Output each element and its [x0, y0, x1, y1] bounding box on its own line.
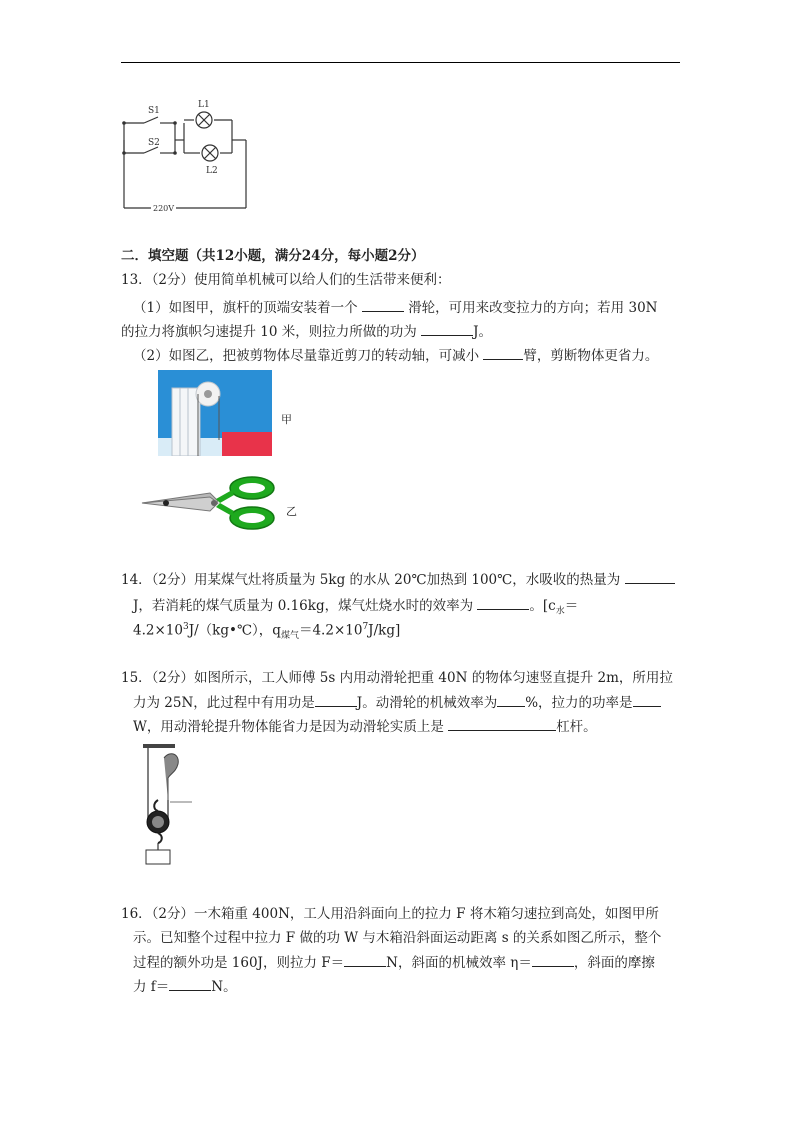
- switch-s2-label: S2: [148, 138, 160, 148]
- q16-line2: 示。已知整个过程中拉力 F 做的功 W 与木箱沿斜面运动距离 s 的关系如图乙所示，整个: [133, 930, 662, 946]
- switch-s1-label: S1: [148, 106, 160, 116]
- lamp-l1-label: L1: [198, 100, 210, 110]
- movable-pulley-image: [140, 740, 200, 870]
- q16-blank-3[interactable]: [169, 976, 211, 991]
- q14-line1: 14．（2分）用某煤气灶将质量为 5kg 的水从 20℃加热到 100℃，水吸收的热量为: [121, 569, 675, 590]
- q13-part2: （2）如图乙，把被剪物体尽量靠近剪刀的转动轴，可减小 臂，剪断物体更省力。: [133, 345, 658, 366]
- circuit-diagram: [118, 95, 253, 215]
- q15-blank-2[interactable]: [497, 692, 525, 707]
- q15-line3: W，用动滑轮提升物体能省力是因为动滑轮实质上是 杠杆。: [133, 716, 597, 737]
- q14-line2: J，若消耗的煤气质量为 0.16kg，煤气灶烧水时的效率为 。[$c_水=$: [133, 595, 578, 622]
- flagpole-pulley-image: [158, 370, 272, 456]
- q16-line3: 过程的额外功是 160J，则拉力 F＝ N，斜面的机械效率 η＝ ，斜面的摩擦: [133, 952, 655, 973]
- section-title: 二．填空题（共12小题，满分24分，每小题2分）: [121, 248, 425, 264]
- q13-blank-3[interactable]: [483, 345, 523, 360]
- q13-blank-1[interactable]: [362, 297, 404, 312]
- q14-line3: $4.2\times 10^3J/(kg•℃)$，$q_{煤气}=4.2\times 10^7J/kg$]: [133, 622, 401, 642]
- voltage-label: 220V: [153, 204, 175, 213]
- q16-line4: 力 f＝ N。: [133, 976, 237, 997]
- q15-line1: 15．（2分）如图所示，工人师傅 5s 内用动滑轮把重 40N 的物体匀速竖直提升 2m，所用拉: [121, 670, 673, 686]
- q14-blank-1[interactable]: [625, 569, 675, 584]
- q16-blank-1[interactable]: [344, 952, 386, 967]
- q15-blank-4[interactable]: [448, 716, 556, 731]
- lamp-l2-label: L2: [206, 166, 218, 176]
- header-rule: [121, 62, 680, 63]
- figure-label-jia: 甲: [281, 413, 292, 426]
- q14-blank-2[interactable]: [477, 595, 529, 610]
- q13-blank-2[interactable]: [421, 321, 473, 336]
- q16-line1: 16．（2分）一木箱重 400N，工人用沿斜面向上的拉力 F 将木箱匀速拉到高处，如图甲所: [121, 906, 659, 922]
- q15-blank-3[interactable]: [633, 692, 661, 707]
- q15-blank-1[interactable]: [315, 692, 357, 707]
- scissors-image: [140, 473, 280, 533]
- q16-blank-2[interactable]: [532, 952, 574, 967]
- q13-part1-line1: （1）如图甲，旗杆的顶端安装着一个 滑轮，可用来改变拉力的方向；若用 30N: [133, 297, 657, 318]
- q13-stem: 13．（2分）使用简单机械可以给人们的生活带来便利：: [121, 272, 451, 288]
- q13-part1-line2: 的拉力将旗帜匀速提升 10 米，则拉力所做的功为 J。: [121, 321, 492, 342]
- figure-label-yi: 乙: [286, 505, 297, 518]
- q15-line2: 力为 25N，此过程中有用功是 J。动滑轮的机械效率为 %，拉力的功率是: [133, 692, 661, 713]
